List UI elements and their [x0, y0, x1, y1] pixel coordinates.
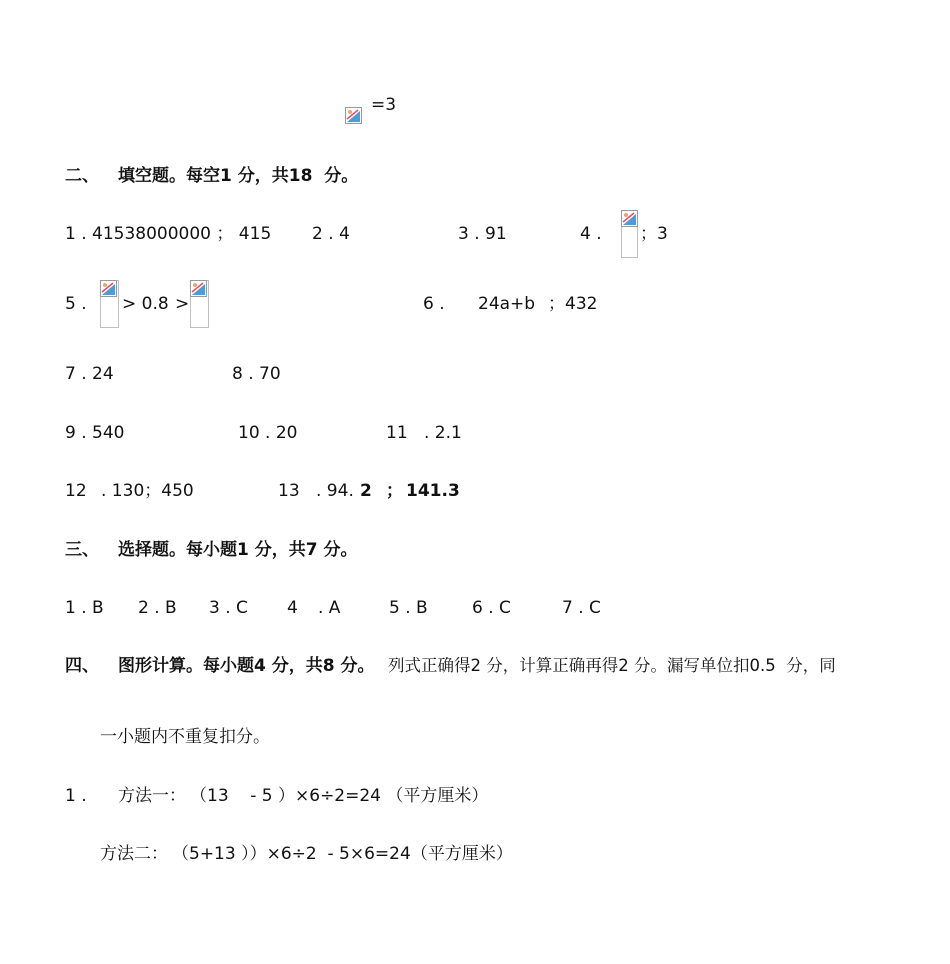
formula-result: =3	[371, 95, 397, 115]
section-3-number: 三、	[65, 540, 99, 560]
answer-12-value: . 130；450	[101, 481, 194, 501]
answer-13-sep: ；	[386, 481, 403, 501]
answer-10: 10 . 20	[238, 423, 298, 443]
answer-4-value: ；3	[640, 224, 668, 244]
answer-4-label: 4 .	[580, 224, 602, 244]
broken-image-icon	[190, 280, 207, 297]
method-2-formula: （5+13 ））×6÷2 - 5×6=24（平方厘米）	[172, 844, 513, 864]
answer-6-label: 6 .	[423, 294, 445, 314]
answer-13-value-2: 141.3	[406, 481, 460, 501]
choice-answer: 7 . C	[562, 598, 601, 618]
method-2-label: 方法二：	[100, 844, 168, 864]
answer-13-label: 13	[278, 481, 300, 501]
choice-answer: . A	[318, 598, 341, 618]
section-4-scoring-rules-cont: 一小题内不重复扣分。	[100, 727, 270, 747]
answer-6-value: ；432	[548, 294, 598, 314]
answer-1: 1 . 41538000000 ； 415	[65, 224, 272, 244]
answer-11-value: . 2.1	[424, 423, 462, 443]
answer-13-value-bold: 2	[360, 481, 372, 501]
section-4-heading: 图形计算。每小题4 分，共8 分。	[118, 656, 375, 676]
choice-answer: 4	[287, 598, 298, 618]
answer-3: 3 . 91	[458, 224, 507, 244]
section-2-number: 二、	[65, 166, 99, 186]
section-4-number: 四、	[65, 656, 99, 676]
choice-answer: 1 . B	[65, 598, 104, 618]
answer-7: 7 . 24	[65, 364, 114, 384]
choice-answer: 6 . C	[472, 598, 511, 618]
section-4-scoring-rules: 列式正确得2 分，计算正确再得2 分。漏写单位扣0.5 分，同	[388, 656, 836, 675]
section-2-heading: 填空题。每空1 分，共18 分。	[118, 166, 359, 186]
choice-answer: 2 . B	[138, 598, 177, 618]
answer-6-expr: 24a+b	[478, 294, 536, 314]
broken-image-icon	[345, 107, 362, 124]
broken-image-icon	[621, 210, 638, 227]
section-3-heading: 选择题。每小题1 分，共7 分。	[118, 540, 358, 560]
answer-9: 9 . 540	[65, 423, 125, 443]
method-1-formula: （13 - 5 ）×6÷2=24 （平方厘米）	[190, 786, 489, 806]
answer-13-value: . 94.	[316, 481, 354, 501]
broken-image-icon	[100, 280, 117, 297]
method-1-label: 方法一：	[118, 786, 186, 806]
answer-8: 8 . 70	[232, 364, 281, 384]
answer-5-compare-2: >	[175, 294, 190, 314]
answer-5-label: 5 .	[65, 294, 87, 314]
problem-1-number: 1 .	[65, 786, 87, 806]
answer-12-label: 12	[65, 481, 87, 501]
choice-answer: 3 . C	[209, 598, 248, 618]
answer-11-label: 11	[386, 423, 408, 443]
choice-answer: 5 . B	[389, 598, 428, 618]
answer-5-compare: > 0.8	[122, 294, 169, 314]
answer-2: 2 . 4	[312, 224, 350, 244]
